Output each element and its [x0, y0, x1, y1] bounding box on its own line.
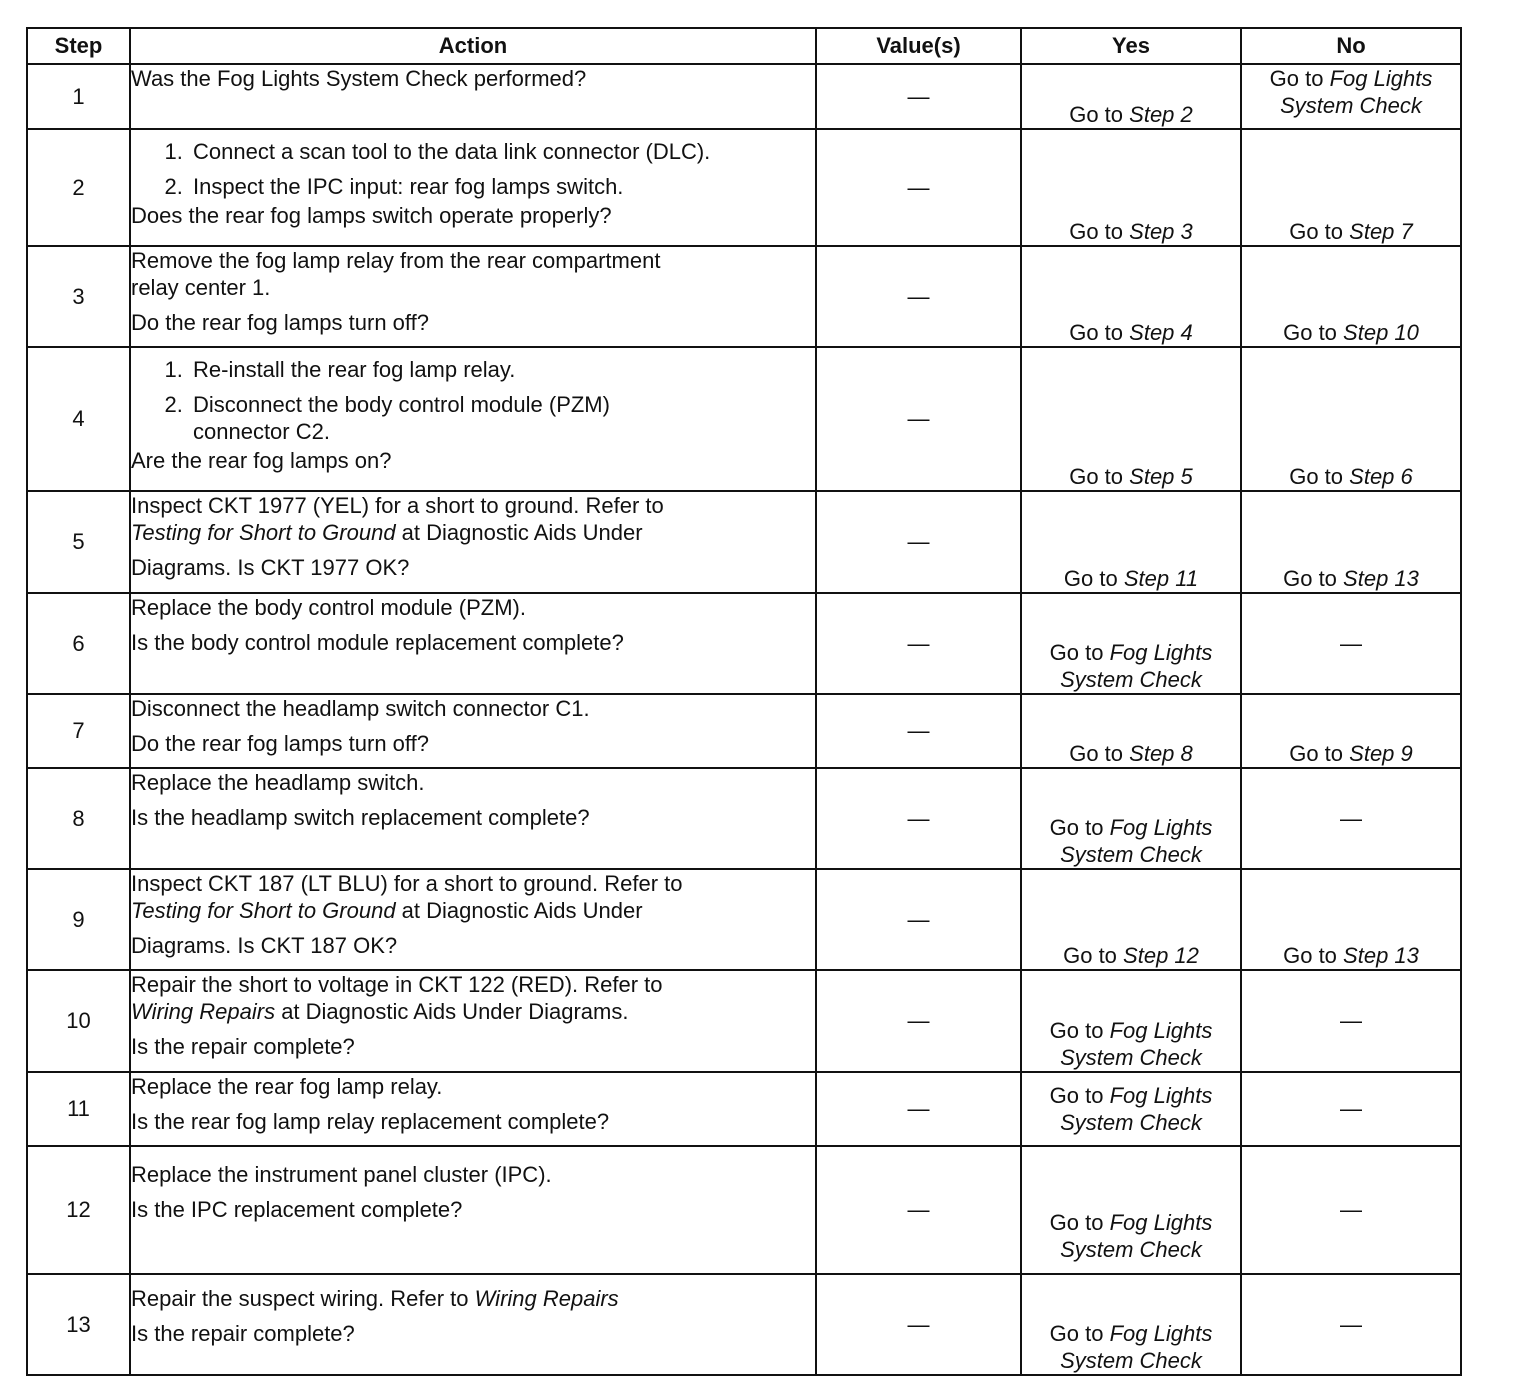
value-dash: —	[816, 1146, 1021, 1274]
reference-link: Testing for Short to Ground	[131, 520, 396, 545]
no-cell: Go to Fog Lights System Check	[1241, 64, 1461, 129]
yes-cell: Go to Fog Lights System Check	[1021, 593, 1241, 694]
action-question: Was the Fog Lights System Check performed?	[131, 66, 587, 91]
action-text: Replace the instrument panel cluster (IPC).	[131, 1162, 552, 1187]
step-number: 2	[27, 129, 130, 246]
yes-cell: Go to Step 3	[1021, 129, 1241, 246]
action-text: Repair the short to voltage in CKT 122 (RED). Refer to	[131, 972, 663, 997]
yes-cell: Go to Step 5	[1021, 347, 1241, 491]
step-number: 10	[27, 970, 130, 1072]
no-cell: Go to Step 9	[1241, 694, 1461, 768]
reference-link: Wiring Repairs	[131, 999, 276, 1024]
yes-cell: Go to Fog Lights System Check	[1021, 1274, 1241, 1375]
no-dash: —	[1241, 1072, 1461, 1146]
step-number: 9	[27, 869, 130, 970]
action-question: Diagrams. Is CKT 1977 OK?	[131, 555, 410, 580]
action-cell	[130, 768, 816, 869]
action-text: Repair the suspect wiring. Refer to	[131, 1286, 475, 1311]
action-cell	[130, 246, 816, 347]
step-number: 6	[27, 593, 130, 694]
table-row	[27, 347, 1461, 491]
no-dash: —	[1241, 970, 1461, 1072]
table-row	[27, 869, 1461, 970]
step-number: 4	[27, 347, 130, 491]
action-cell	[130, 1146, 816, 1274]
value-dash: —	[816, 1072, 1021, 1146]
no-dash: —	[1241, 1274, 1461, 1375]
table-row	[27, 491, 1461, 593]
table-row	[27, 1146, 1461, 1274]
action-cell	[130, 129, 816, 246]
action-text: relay center 1.	[131, 275, 271, 300]
step-number: 11	[27, 1072, 130, 1146]
no-dash: —	[1241, 1146, 1461, 1274]
value-dash: —	[816, 246, 1021, 347]
action-cell: Inspect CKT 187 (LT BLU) for a short to ground. Refer to Testing for Short to Ground at Diagnostic Aids Under Diagrams. Is CKT 187 OK?	[130, 869, 816, 970]
value-dash: —	[816, 129, 1021, 246]
action-question: Do the rear fog lamps turn off?	[131, 731, 429, 756]
diagnostic-table	[26, 27, 1462, 1376]
action-list	[131, 356, 815, 445]
header-action: Action	[130, 28, 816, 64]
no-cell: Go to Step 10	[1241, 246, 1461, 347]
action-question: Is the repair complete?	[131, 1321, 355, 1346]
action-text: Replace the body control module (PZM).	[131, 595, 526, 620]
yes-cell: Go to Fog Lights System Check	[1021, 970, 1241, 1072]
value-dash: —	[816, 869, 1021, 970]
value-dash: —	[816, 491, 1021, 593]
action-cell	[130, 347, 816, 491]
action-question: Is the IPC replacement complete?	[131, 1197, 463, 1222]
reference-link: Testing for Short to Ground	[131, 898, 396, 923]
yes-cell: Go to Fog Lights System Check	[1021, 1146, 1241, 1274]
yes-cell: Go to Step 2	[1021, 64, 1241, 129]
action-text: Replace the headlamp switch.	[131, 770, 425, 795]
step-number: 12	[27, 1146, 130, 1274]
table-row	[27, 970, 1461, 1072]
no-dash: —	[1241, 768, 1461, 869]
yes-cell: Go to Step 4	[1021, 246, 1241, 347]
no-cell: Go to Step 13	[1241, 491, 1461, 593]
no-cell: Go to Step 6	[1241, 347, 1461, 491]
action-cell	[130, 64, 816, 129]
value-dash: —	[816, 347, 1021, 491]
table-row	[27, 64, 1461, 129]
value-dash: —	[816, 64, 1021, 129]
value-dash: —	[816, 694, 1021, 768]
value-dash: —	[816, 768, 1021, 869]
action-list-item: 2. Inspect the IPC input: rear fog lamps switch.	[189, 173, 815, 200]
action-cell	[130, 694, 816, 768]
action-cell	[130, 1072, 816, 1146]
yes-cell: Go to Step 12	[1021, 869, 1241, 970]
action-list-item: 1. Connect a scan tool to the data link connector (DLC).	[189, 138, 815, 165]
step-number: 8	[27, 768, 130, 869]
header-yes: Yes	[1021, 28, 1241, 64]
no-dash: —	[1241, 593, 1461, 694]
yes-cell: Go to Fog Lights System Check	[1021, 1072, 1241, 1146]
step-number: 13	[27, 1274, 130, 1375]
header-row	[27, 28, 1461, 64]
action-text: Replace the rear fog lamp relay.	[131, 1074, 443, 1099]
value-dash: —	[816, 593, 1021, 694]
action-question: Is the rear fog lamp relay replacement complete?	[131, 1109, 610, 1134]
action-question: Is the repair complete?	[131, 1034, 355, 1059]
step-number: 7	[27, 694, 130, 768]
action-cell	[130, 1274, 816, 1375]
header-step: Step	[27, 28, 130, 64]
yes-cell: Go to Step 11	[1021, 491, 1241, 593]
reference-link: Wiring Repairs	[474, 1286, 619, 1311]
value-dash: —	[816, 1274, 1021, 1375]
action-text: Inspect CKT 1977 (YEL) for a short to ground. Refer to	[131, 493, 664, 518]
action-list	[131, 138, 815, 200]
action-question: Does the rear fog lamps switch operate properly?	[131, 203, 612, 228]
table-row	[27, 593, 1461, 694]
action-question: Are the rear fog lamps on?	[131, 448, 392, 473]
action-cell: Repair the short to voltage in CKT 122 (RED). Refer to Wiring Repairs at Diagnostic Aids Under Diagrams. Is the repair complete?	[130, 970, 816, 1072]
action-list-item: 1. Re-install the rear fog lamp relay.	[189, 356, 815, 383]
table-row	[27, 694, 1461, 768]
table-row	[27, 246, 1461, 347]
no-cell: Go to Step 7	[1241, 129, 1461, 246]
table-row	[27, 129, 1461, 246]
action-cell: Inspect CKT 1977 (YEL) for a short to ground. Refer to Testing for Short to Ground at Diagnostic Aids Under Diagrams. Is CKT 1977 OK?	[130, 491, 816, 593]
no-cell: Go to Step 13	[1241, 869, 1461, 970]
table-row	[27, 1274, 1461, 1375]
action-text: Inspect CKT 187 (LT BLU) for a short to ground. Refer to	[131, 871, 683, 896]
value-dash: —	[816, 970, 1021, 1072]
action-question: Is the headlamp switch replacement complete?	[131, 805, 590, 830]
action-list-item: 2. Disconnect the body control module (PZM) connector C2.	[189, 391, 693, 445]
yes-cell: Go to Step 8	[1021, 694, 1241, 768]
action-text: Remove the fog lamp relay from the rear compartment	[131, 248, 661, 273]
step-number: 1	[27, 64, 130, 129]
yes-cell: Go to Fog Lights System Check	[1021, 768, 1241, 869]
action-text: Disconnect the headlamp switch connector C1.	[131, 696, 590, 721]
step-number: 5	[27, 491, 130, 593]
step-number: 3	[27, 246, 130, 347]
header-values: Value(s)	[816, 28, 1021, 64]
action-question: Do the rear fog lamps turn off?	[131, 310, 429, 335]
action-question: Is the body control module replacement complete?	[131, 630, 624, 655]
header-no: No	[1241, 28, 1461, 64]
action-cell	[130, 593, 816, 694]
table-row	[27, 768, 1461, 869]
table-row	[27, 1072, 1461, 1146]
action-question: Diagrams. Is CKT 187 OK?	[131, 933, 398, 958]
